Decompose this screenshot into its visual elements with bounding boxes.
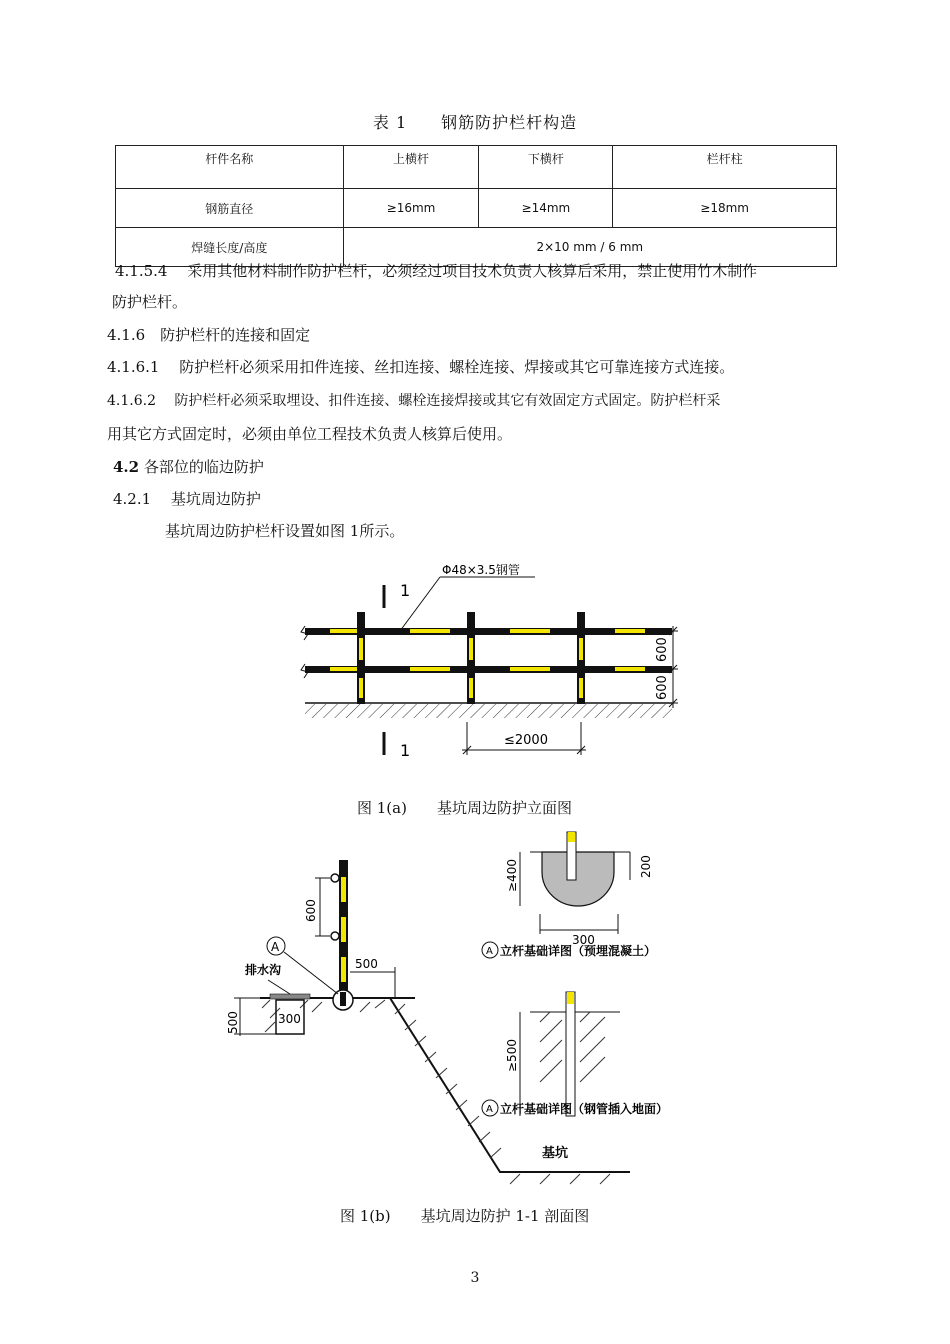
table-cell: ≥14mm [479, 189, 613, 228]
header-cell: 上横杆 [343, 146, 479, 189]
header-cell: 杆件名称 [116, 146, 344, 189]
header-cell: 栏杆柱 [613, 146, 837, 189]
section-label-bottom: 1 [400, 741, 411, 760]
detail-1-concrete-footing [482, 832, 656, 958]
marker-a: A [271, 940, 280, 954]
page-number: 3 [470, 1270, 480, 1286]
dim-height-top: 600 [655, 637, 670, 662]
header-cell: 下横杆 [479, 146, 613, 189]
pit-label: 基坑 [542, 1146, 569, 1161]
dim-500-left: 500 [226, 1011, 240, 1034]
detail1-200: 200 [639, 855, 653, 878]
svg-text:A: A [486, 1104, 493, 1115]
pipe-label: Φ48×3.5钢管 [442, 563, 520, 577]
post [467, 612, 475, 704]
dim-height-bottom: 600 [655, 675, 670, 700]
figure-1b-section [200, 822, 720, 1202]
post [357, 612, 365, 704]
detail1-title: 立杆基础详图（预埋混凝土） [500, 944, 657, 958]
table-header-row [116, 146, 837, 189]
post [577, 612, 585, 704]
table-row [116, 189, 837, 228]
heading-4-2-1: 4.2.1 基坑周边防护 [113, 490, 261, 508]
rail-spec-table [115, 145, 837, 267]
figure-1a-elevation [300, 560, 705, 785]
section-label-top: 1 [400, 581, 411, 600]
ditch-width-label: 300 [278, 1012, 301, 1026]
table-cell: 2×10 mm / 6 mm [343, 228, 836, 267]
clause-4-1-6-2-line1: 4.1.6.2 防护栏杆必须采取埋设、扣件连接、螺栓连接焊接或其它有效固定方式固定。防护栏杆采 [107, 393, 721, 409]
figure-intro: 基坑周边防护栏杆设置如图 1所示。 [165, 522, 405, 540]
detail1-width: 300 [572, 933, 595, 947]
heading-4-2 [113, 456, 264, 478]
table-cell: 钢筋直径 [116, 189, 344, 228]
dim-600: 600 [304, 899, 318, 922]
heading-4-2-text: 各部位的临边防护 [143, 458, 264, 476]
heading-4-1-6: 4.1.6 防护栏杆的连接和固定 [107, 326, 311, 344]
table-cell: ≥18mm [613, 189, 837, 228]
svg-text:A: A [486, 946, 493, 957]
dim-span: ≤2000 [504, 733, 548, 748]
table-cell: 焊缝长度/高度 [116, 228, 344, 267]
detail2-depth: ≥500 [505, 1039, 519, 1072]
clause-4-1-5-4-line1: 4.1.5.4 采用其他材料制作防护栏杆，必须经过项目技术负责人核算后采用，禁止使用竹木制作 [115, 262, 758, 280]
detail1-depth: ≥400 [505, 859, 519, 892]
table-title: 表 1 钢筋防护栏杆构造 [372, 113, 578, 132]
clause-4-1-6-2-line2: 用其它方式固定时，必须由单位工程技术负责人核算后使用。 [107, 425, 513, 443]
figure-1b-caption: 图 1(b) 基坑周边防护 1-1 剖面图 [340, 1207, 590, 1225]
detail2-title: 立杆基础详图（钢管插入地面） [500, 1102, 669, 1116]
heading-4-2-number: 4.2 [113, 458, 140, 476]
figure-1a-caption: 图 1(a) 基坑周边防护立面图 [357, 799, 572, 817]
ground-hatch [305, 704, 672, 718]
dim-500-top: 500 [355, 957, 378, 971]
table-cell: ≥16mm [343, 189, 479, 228]
clause-4-1-6-1: 4.1.6.1 防护栏杆必须采用扣件连接、丝扣连接、螺栓连接、焊接或其它可靠连接方式连接。 [107, 358, 735, 376]
detail-2-pipe-inserted [482, 992, 668, 1116]
ditch-label: 排水沟 [245, 963, 282, 977]
clause-4-1-5-4-line2: 防护栏杆。 [112, 293, 188, 311]
